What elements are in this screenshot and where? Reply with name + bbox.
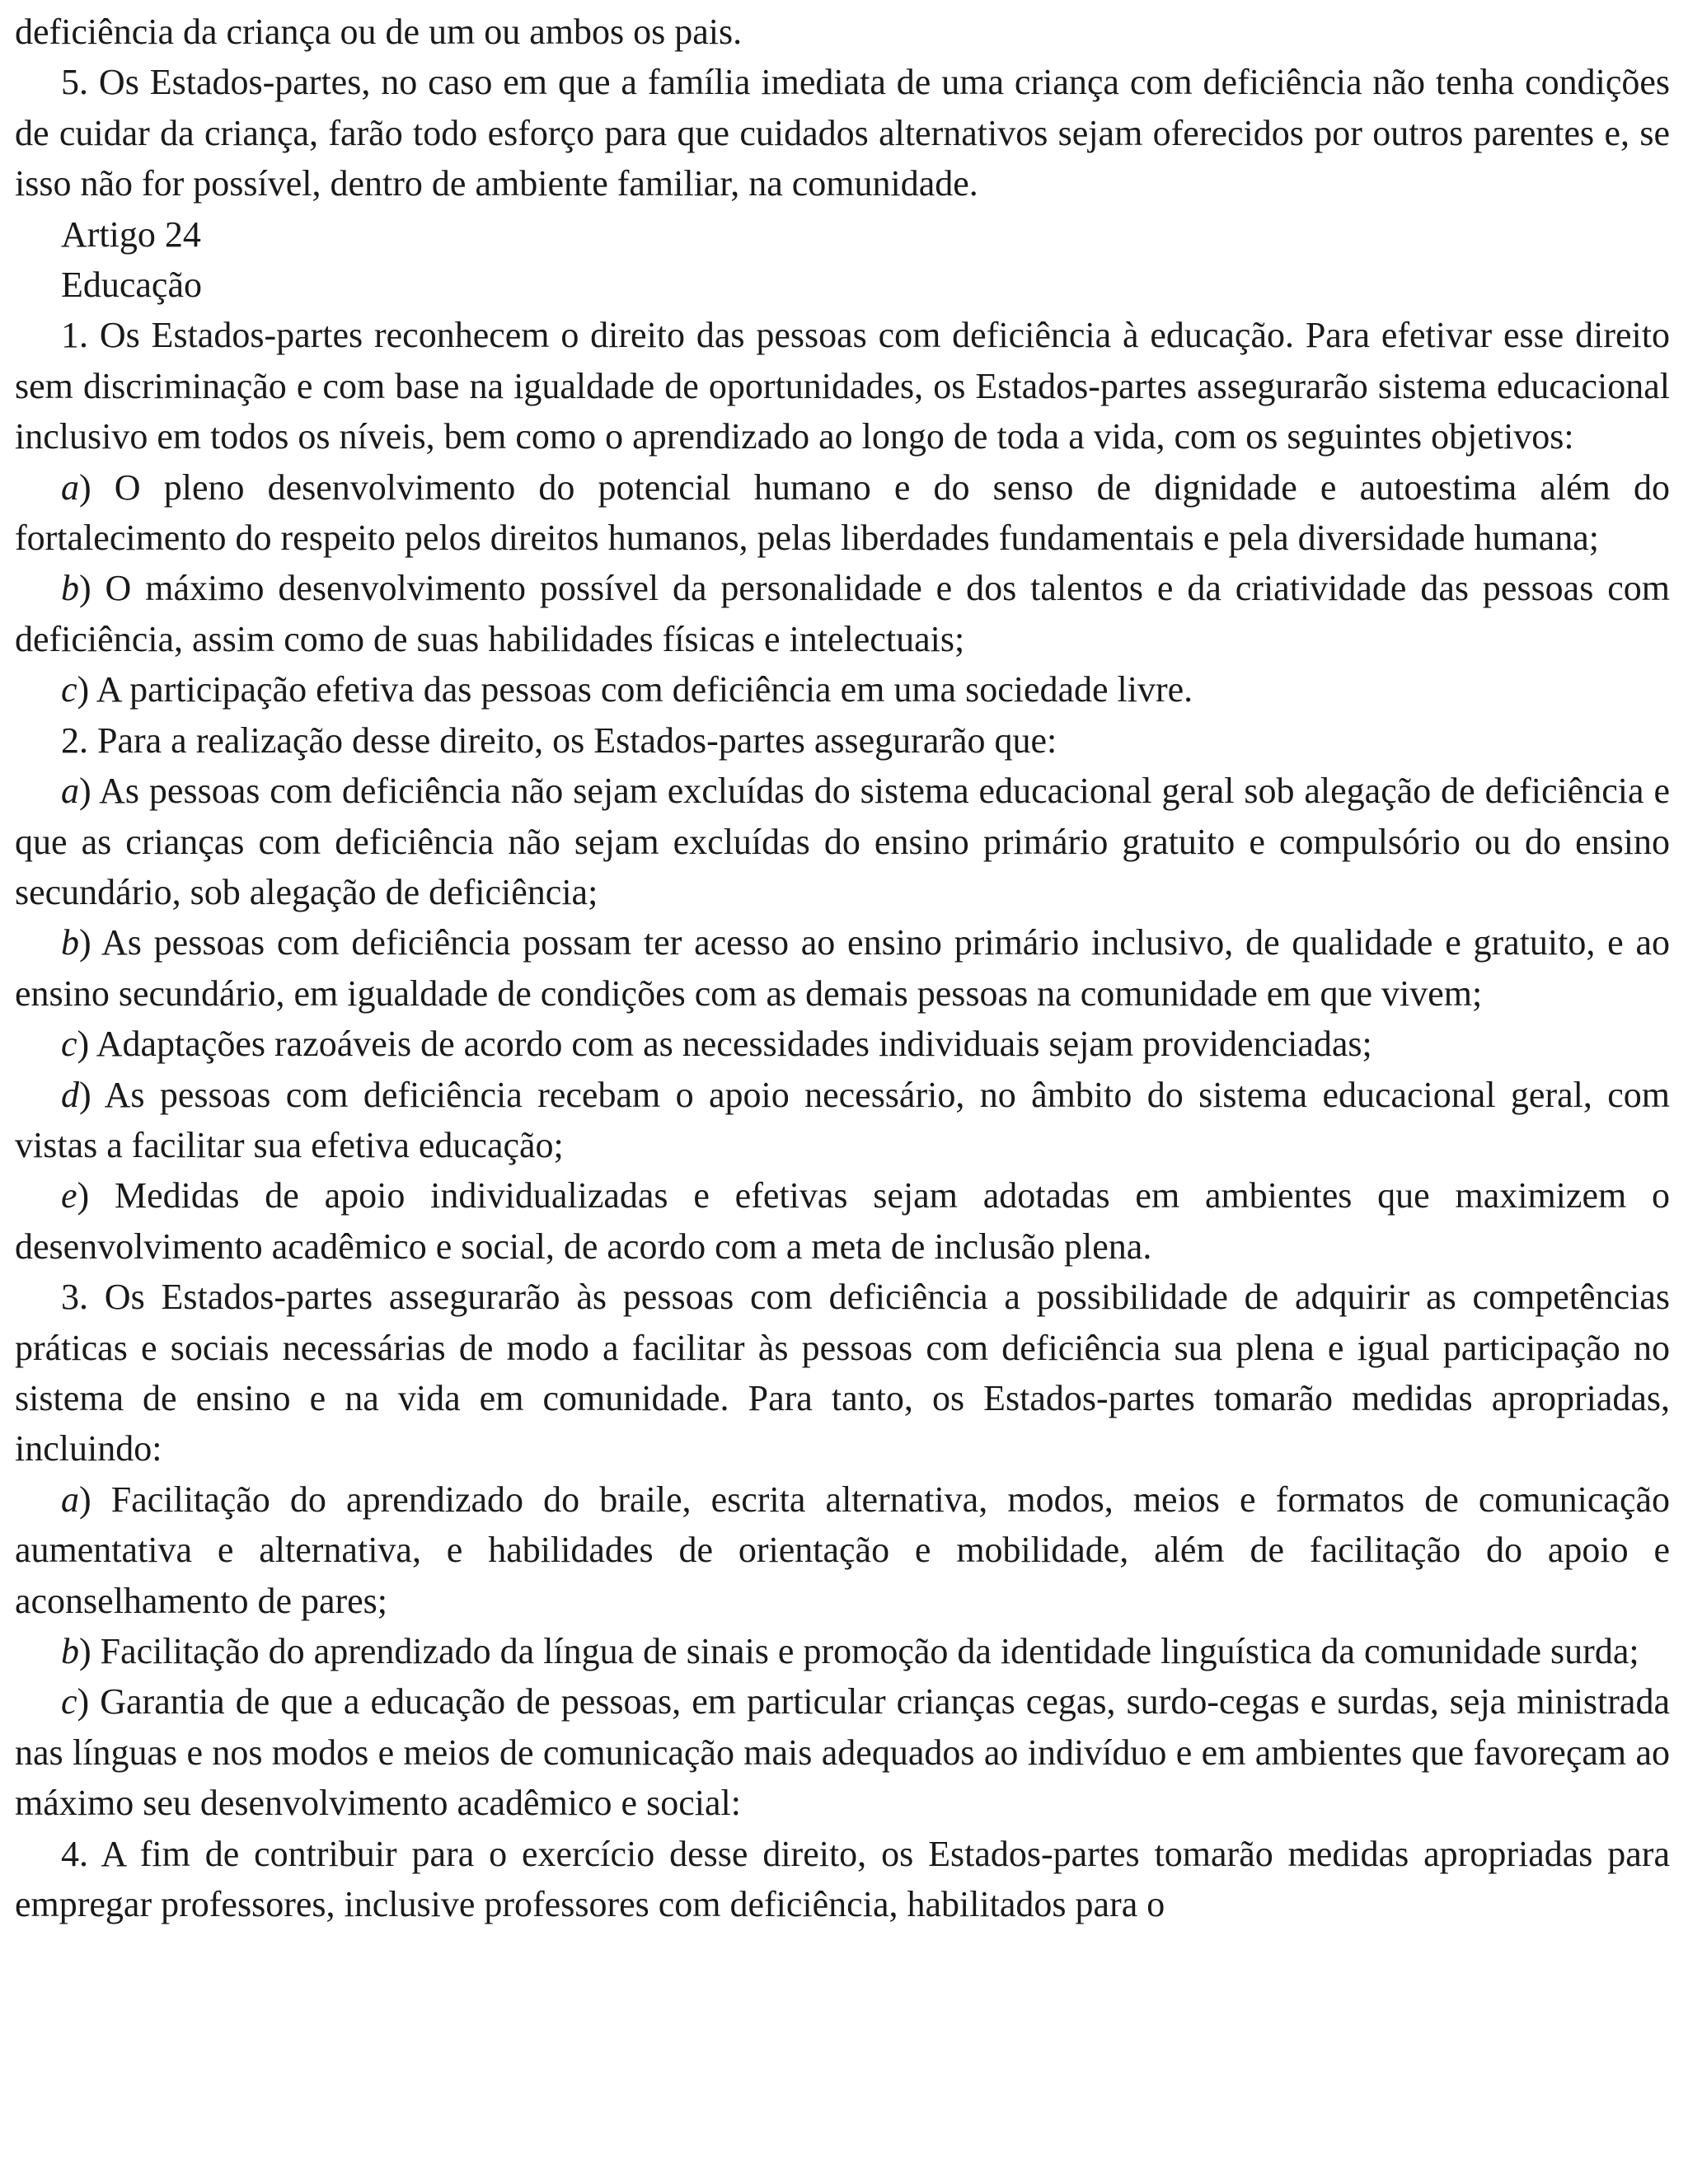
article-title-heading: Educação [61, 265, 202, 306]
paragraph-subitem-2c [15, 1019, 1670, 1069]
subitem-text: ) As pessoas com deficiência recebam o apoio necessário, no âmbito do sistema educacional geral, com vistas a facilitar sua efetiva educação; [15, 1074, 1670, 1165]
paragraph-subitem-1a [15, 462, 1670, 564]
paragraph-subitem-2b [15, 917, 1670, 1019]
paragraph-subitem-2a [15, 766, 1670, 917]
subitem-text: ) Adaptações razoáveis de acordo com as necessidades individuais sejam providenciadas; [77, 1024, 1372, 1065]
paragraph-subitem-3a [15, 1474, 1670, 1626]
subitem-text: ) O máximo desenvolvimento possível da personalidade e dos talentos e da criatividade das pessoas com deficiência, assim como de suas habilidades físicas e intelectuais; [15, 568, 1670, 659]
subitem-marker: e [61, 1175, 77, 1216]
paragraph-item-3: 3. Os Estados-partes assegurarão às pessoas com deficiência a possibilidade de adquirir as competências práticas e sociais necessárias de modo a facilitar às pessoas com deficiência sua plena e igual participação no sistema de ensino e na vida em comunidade. Para tanto, os Estados-partes tomarão medidas apropriadas, incluindo: [15, 1277, 1670, 1469]
paragraph-subitem-2e [15, 1170, 1670, 1272]
subitem-text: ) As pessoas com deficiência não sejam excluídas do sistema educacional geral sob alegação de deficiência e que as crianças com deficiência não sejam excluídas do ensino primário gratuito e compulsório ou do ensino secundário, sob alegação de deficiência; [15, 771, 1670, 912]
subitem-marker: b [61, 568, 79, 609]
paragraph-continuation: deficiência da criança ou de um ou ambos os pais. [15, 12, 743, 52]
subitem-marker: a [61, 771, 79, 812]
paragraph-item-1: 1. Os Estados-partes reconhecem o direito das pessoas com deficiência à educação. Para efetivar esse direito sem discriminação e com base na igualdade de oportunidades, os Estados-partes assegurarão sistema educacional inclusivo em todos os níveis, bem como o aprendizado ao longo de toda a vida, com os seguintes objetivos: [15, 315, 1670, 457]
article-number-heading: Artigo 24 [61, 213, 201, 255]
subitem-text: ) Garantia de que a educação de pessoas, em particular crianças cegas, surdo-cegas e surdas, seja ministrada nas línguas e nos modos e meios de comunicação mais adequados ao indivíduo e em ambientes que favoreçam ao máximo seu desenvolvimento acadêmico e social: [15, 1681, 1670, 1824]
paragraph-item-4: 4. A fim de contribuir para o exercício desse direito, os Estados-partes tomarão medidas apropriadas para empregar professores, inclusive professores com deficiência, habilitados para o [15, 1833, 1670, 1925]
paragraph-subitem-1b [15, 563, 1670, 664]
subitem-text: ) O pleno desenvolvimento do potencial humano e do senso de dignidade e autoestima além do fortalecimento do respeito pelos direitos humanos, pelas liberdades fundamentais e pela diversidade humana; [15, 466, 1670, 559]
subitem-marker: b [61, 922, 79, 963]
paragraph-subitem-1c [15, 664, 1670, 715]
subitem-marker: c [61, 1681, 77, 1722]
paragraph-subitem-3b [15, 1626, 1670, 1676]
subitem-marker: d [61, 1074, 79, 1115]
subitem-text: ) Medidas de apoio individualizadas e efetivas sejam adotadas em ambientes que maximizem o desenvolvimento acadêmico e social, de acordo com a meta de inclusão plena. [15, 1175, 1670, 1267]
paragraph-item-5: 5. Os Estados-partes, no caso em que a família imediata de uma criança com deficiência não tenha condições de cuidar da criança, farão todo esforço para que cuidados alternativos sejam oferecidos por outros parentes e, se isso não for possível, dentro de ambiente familiar, na comunidade. [15, 62, 1670, 204]
subitem-text: ) Facilitação do aprendizado do braile, escrita alternativa, modos, meios e formatos de comunicação aumentativa e alternativa, e habilidades de orientação e mobilidade, além de facilitação do apoio e aconselhamento de pares; [15, 1479, 1670, 1621]
subitem-marker: b [61, 1631, 79, 1671]
paragraph-subitem-2d [15, 1070, 1670, 1171]
subitem-marker: c [61, 669, 77, 710]
paragraph-subitem-3c [15, 1676, 1670, 1828]
subitem-text: ) Facilitação do aprendizado da língua de sinais e promoção da identidade linguística da comunidade surda; [79, 1631, 1639, 1671]
subitem-text: ) As pessoas com deficiência possam ter acesso ao ensino primário inclusivo, de qualidade e gratuito, e ao ensino secundário, em igualdade de condições com as demais pessoas na comunidade em que vivem; [15, 922, 1670, 1014]
subitem-text: ) A participação efetiva das pessoas com deficiência em uma sociedade livre. [77, 669, 1193, 710]
subitem-marker: c [61, 1024, 77, 1065]
subitem-marker: a [61, 1479, 79, 1520]
paragraph-item-2: 2. Para a realização desse direito, os Estados-partes assegurarão que: [61, 719, 1057, 761]
subitem-marker: a [61, 466, 79, 508]
